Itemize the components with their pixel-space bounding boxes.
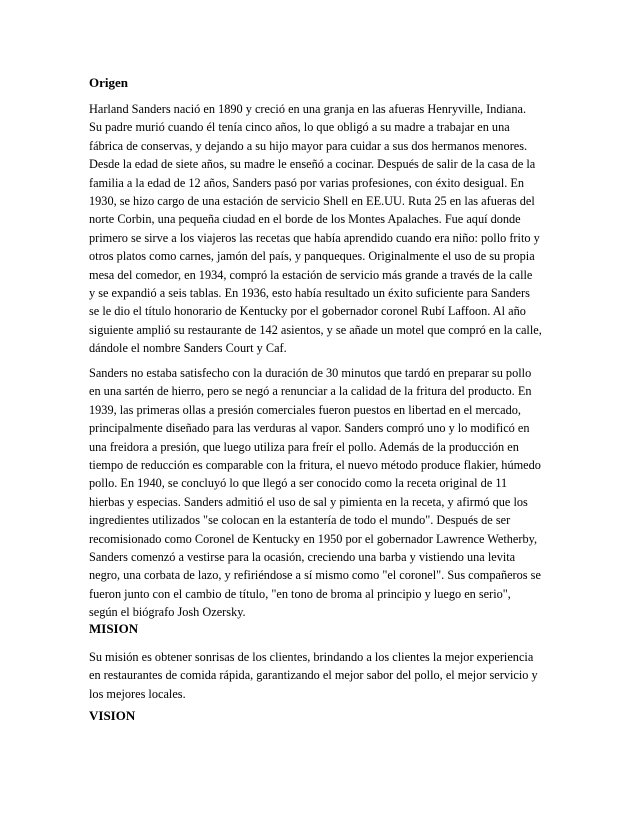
text-line: y se expandió a seis tablas. En 1936, esto había resultado un éxito suficiente para Sanders xyxy=(89,286,530,301)
text-line: Su padre murió cuando él tenía cinco años, lo que obligó a su madre a trabajar en una xyxy=(89,120,510,135)
text-line: siguiente amplió su restaurante de 142 asientos, y se añade un motel que compró en la calle, xyxy=(89,322,542,337)
text-line: hierbas y especias. Sanders admitió el uso de sal y pimienta en la receta, y afirmó que los xyxy=(89,494,528,509)
text-line: una freidora a presión, que luego utiliza para freír el pollo. Además de la producción en xyxy=(89,439,519,454)
text-line: principalmente diseñado para las verduras al vapor. Sanders compró uno y lo modificó en xyxy=(89,421,530,436)
text-line: familia a la edad de 12 años, Sanders pasó por varias profesiones, con éxito desigual. En xyxy=(89,175,525,190)
text-line: otros platos como carnes, jamón del país, y panqueques. Originalmente el uso de su propia xyxy=(89,249,535,264)
text-line: recomisionado como Coronel de Kentucky en 1950 por el gobernador Lawrence Wetherby, xyxy=(89,531,538,546)
mision-paragraph xyxy=(89,648,551,703)
origen-paragraph-2 xyxy=(89,364,551,622)
text-line: Desde la edad de siete años, su madre le enseñó a cocinar. Después de salir de la casa de la xyxy=(89,157,536,172)
mision-heading: MISION xyxy=(89,621,139,636)
text-line: norte Corbin, una pequeña ciudad en el borde de los Montes Apalaches. Fue aquí donde xyxy=(89,212,521,227)
origen-paragraph-1 xyxy=(89,100,551,358)
text-line: Sanders comenzó a vestirse para la ocasión, creciendo una barba y vistiendo una levita xyxy=(89,550,516,565)
text-line: fábrica de conservas, y dejando a su hijo mayor para cuidar a sus dos hermanos menores. xyxy=(89,138,528,153)
text-line: tiempo de reducción es comparable con la fritura, el nuevo método produce flakier, húmedo xyxy=(89,458,541,473)
text-line: 1939, las primeras ollas a presión comerciales fueron puestos en libertad en el mercado, xyxy=(89,402,521,417)
text-line: Harland Sanders nació en 1890 y creció en una granja en las afueras Henryville, Indiana. xyxy=(89,102,527,116)
text-line: en una sartén de hierro, pero se negó a renunciar a la calidad de la fritura del producto. En xyxy=(89,384,532,399)
text-line: Su misión es obtener sonrisas de los clientes, brindando a los clientes la mejor experiencia xyxy=(89,650,534,664)
text-line: negro, una corbata de lazo, y refiriéndose a sí mismo como "el coronel". Sus compañeros se xyxy=(89,568,541,583)
text-line: se le dio el título honorario de Kentucky por el gobernador coronel Rubí Laffoon. Al año xyxy=(89,304,526,319)
text-line: según el biógrafo Josh Ozersky. xyxy=(89,605,246,620)
text-line: fueron junto con el cambio de título, "en tono de broma al principio y luego en serio", xyxy=(89,586,511,601)
text-line: ingredientes utilizados "se colocan en la estantería de todo el mundo". Después de ser xyxy=(89,513,511,528)
text-line: Sanders no estaba satisfecho con la duración de 30 minutos que tardó en preparar su pollo xyxy=(89,366,532,380)
text-line: dándole el nombre Sanders Court y Caf. xyxy=(89,341,287,356)
text-line: en restaurantes de comida rápida, garantizando el mejor sabor del pollo, el mejor servicio y xyxy=(89,668,538,683)
text-line: los mejores locales. xyxy=(89,686,186,701)
origen-heading: Origen xyxy=(89,75,128,90)
text-line: 1930, se hizo cargo de una estación de servicio Shell en EE.UU. Ruta 25 en las afueras del xyxy=(89,194,535,209)
text-line: primero se sirve a los viajeros las recetas que había aprendido cuando era niño: pollo frito y xyxy=(89,230,540,245)
text-line: mesa del comedor, en 1934, compró la estación de servicio más grande a través de la calle xyxy=(89,267,533,282)
vision-heading: VISION xyxy=(89,708,136,723)
text-line: pollo. En 1940, se concluyó lo que llegó a ser conocido como la receta original de 11 xyxy=(89,476,508,491)
